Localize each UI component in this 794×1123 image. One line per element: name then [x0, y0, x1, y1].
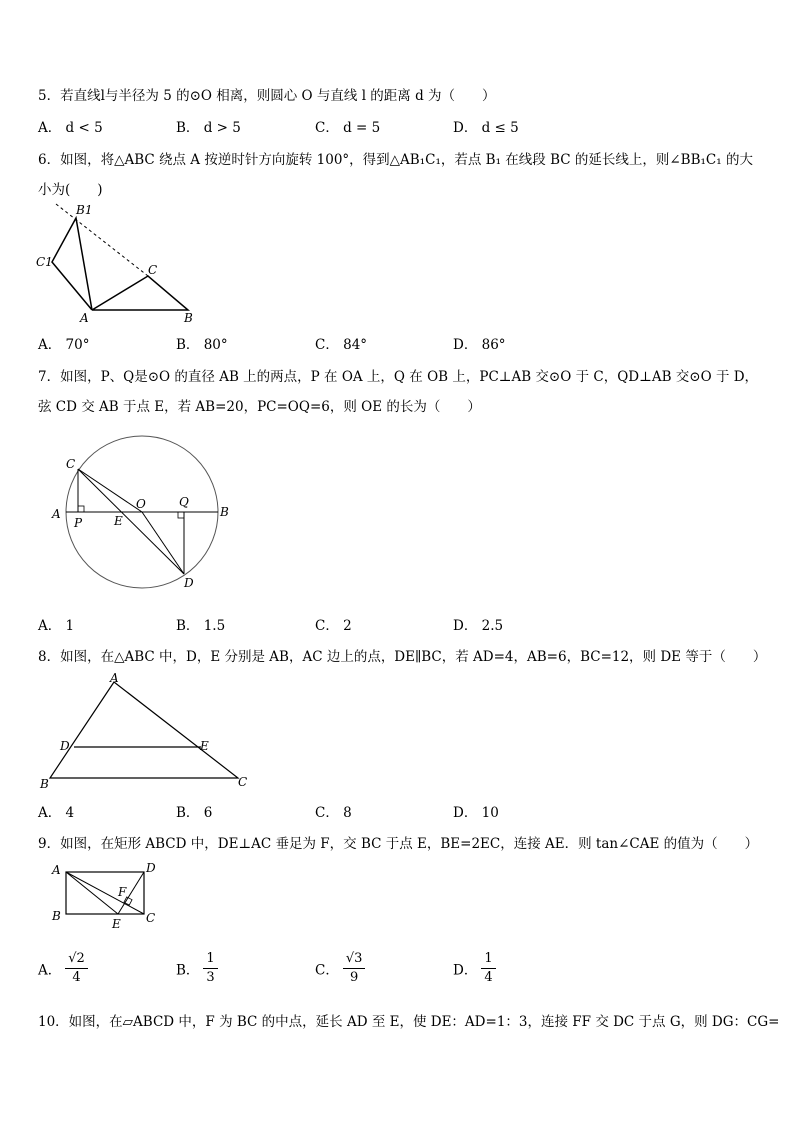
q9-label-a: A: [52, 863, 61, 877]
q9-option-d-denominator: 4: [484, 970, 493, 985]
q7-right-angle-q: [178, 512, 184, 518]
q9-segment-ae: [66, 872, 118, 914]
q6-stem-line1: 6．如图，将△ABC 绕点 A 按逆时针方向旋转 100°，得到△AB₁C₁，若点 B₁ 在线段 BC 的延长线上，则∠BB₁C₁ 的大: [38, 152, 753, 168]
q6-option-b: B． 80°: [176, 337, 228, 353]
q6-label-c1: C1: [36, 255, 53, 269]
q7-label-o: O: [136, 497, 146, 511]
q6-option-c: C． 84°: [315, 337, 368, 353]
q6-option-d: D． 86°: [453, 337, 506, 353]
q8-label-d: D: [60, 739, 70, 753]
q8-label-e: E: [200, 739, 209, 753]
q9-option-c-fraction: [343, 950, 366, 987]
q9-option-c-denominator: 9: [349, 970, 359, 985]
q8-figure: [38, 670, 258, 792]
q6-label-a: A: [80, 311, 89, 325]
q5-stem: 5．若直线l与半径为 5 的⊙O 相离，则圆心 O 与直线 l 的距离 d 为（ ）: [38, 88, 496, 104]
q6-triangle-ab1c1: [52, 218, 92, 310]
q9-figure: [48, 858, 168, 930]
q9-option-b-numerator: 1: [203, 950, 217, 969]
q7-stem-line2: 弦 CD 交 AB 于点 E，若 AB=20，PC=OQ=6，则 OE 的长为（ ）: [38, 399, 481, 415]
q7-stem-line1: 7．如图，P、Q是⊙O 的直径 AB 上的两点，P 在 OA 上，Q 在 OB 上，PC⊥AB 交⊙O 于 C，QD⊥AB 交⊙O 于 D，: [38, 369, 759, 385]
q9-option-d: [453, 950, 496, 987]
q7-option-c: C． 2: [315, 618, 352, 634]
q8-option-a: A． 4: [38, 805, 75, 821]
q7-label-a: A: [52, 507, 61, 521]
q5-option-b: B． d > 5: [176, 120, 241, 136]
q9-stem: 9．如图，在矩形 ABCD 中，DE⊥AC 垂足为 F，交 BC 于点 E，BE=2EC，连接 AE．则 tan∠CAE 的值为（ ）: [38, 836, 759, 852]
q9-label-c: C: [146, 911, 156, 925]
q9-option-d-numerator: 1: [481, 950, 495, 969]
q9-option-a-label: A．: [38, 962, 62, 979]
q9-label-e: E: [112, 917, 121, 930]
q6-option-a: A． 70°: [38, 337, 90, 353]
q9-diagonal-ac: [66, 872, 144, 914]
q9-option-b: [176, 950, 218, 987]
q6-dashed-extension: [56, 204, 148, 276]
q8-option-b: B． 6: [176, 805, 213, 821]
q9-option-c-label: C．: [315, 962, 339, 979]
q8-triangle-abc: [50, 682, 238, 778]
q8-option-c: C． 8: [315, 805, 352, 821]
q8-stem: 8．如图，在△ABC 中，D，E 分别是 AB，AC 边上的点，DE∥BC，若 AD=4，AB=6，BC=12，则 DE 等于（ ）: [38, 649, 767, 665]
q9-label-d: D: [146, 861, 156, 875]
q8-label-a: A: [110, 671, 119, 685]
q5-option-a: A． d < 5: [38, 120, 103, 136]
q6-stem-line2: 小为( ): [38, 182, 103, 198]
q9-option-d-label: D．: [453, 962, 478, 979]
q8-label-b: B: [40, 777, 49, 791]
q9-option-b-label: B．: [176, 962, 200, 979]
q7-label-b: B: [220, 505, 229, 519]
q9-option-c: [315, 950, 365, 987]
q9-option-b-fraction: [203, 950, 217, 987]
q9-option-d-fraction: [481, 950, 495, 987]
q10-stem: 10．如图，在▱ABCD 中，F 为 BC 的中点，延长 AD 至 E，使 DE：AD=1：3，连接 FF 交 DC 于点 G，则 DG：CG=: [38, 1014, 780, 1030]
q9-option-a-denominator: 4: [72, 970, 81, 985]
q9-label-b: B: [52, 909, 61, 923]
q7-option-a: A． 1: [38, 618, 75, 634]
q9-option-a-fraction: [65, 950, 88, 987]
q8-option-d: D． 10: [453, 805, 499, 821]
q6-figure: [30, 198, 210, 326]
q9-option-b-denominator: 3: [206, 970, 215, 985]
q6-label-b1: B1: [76, 203, 93, 217]
q7-right-angle-p: [78, 506, 84, 512]
q7-segment-co: [78, 469, 142, 512]
q7-label-q: Q: [179, 495, 189, 509]
q7-figure: [44, 432, 244, 592]
q6-triangle-abc: [92, 276, 188, 310]
q7-segment-od: [142, 512, 184, 574]
q9-option-a-numerator: √2: [65, 950, 88, 969]
q7-chord-cd: [78, 469, 184, 574]
q7-label-c: C: [66, 457, 76, 471]
q8-label-c: C: [238, 775, 248, 789]
q9-label-f: F: [118, 885, 127, 899]
q5-option-d: D． d ≤ 5: [453, 120, 519, 136]
q6-label-c: C: [148, 263, 158, 277]
q9-option-a: [38, 950, 88, 987]
q5-option-c: C． d = 5: [315, 120, 381, 136]
q6-label-b: B: [184, 311, 193, 325]
q7-option-b: B． 1.5: [176, 618, 226, 634]
q7-label-d: D: [184, 576, 194, 590]
q9-option-c-numerator: √3: [343, 950, 366, 969]
q7-label-e: E: [114, 514, 123, 528]
q7-label-p: P: [74, 516, 83, 530]
q7-option-d: D． 2.5: [453, 618, 504, 634]
